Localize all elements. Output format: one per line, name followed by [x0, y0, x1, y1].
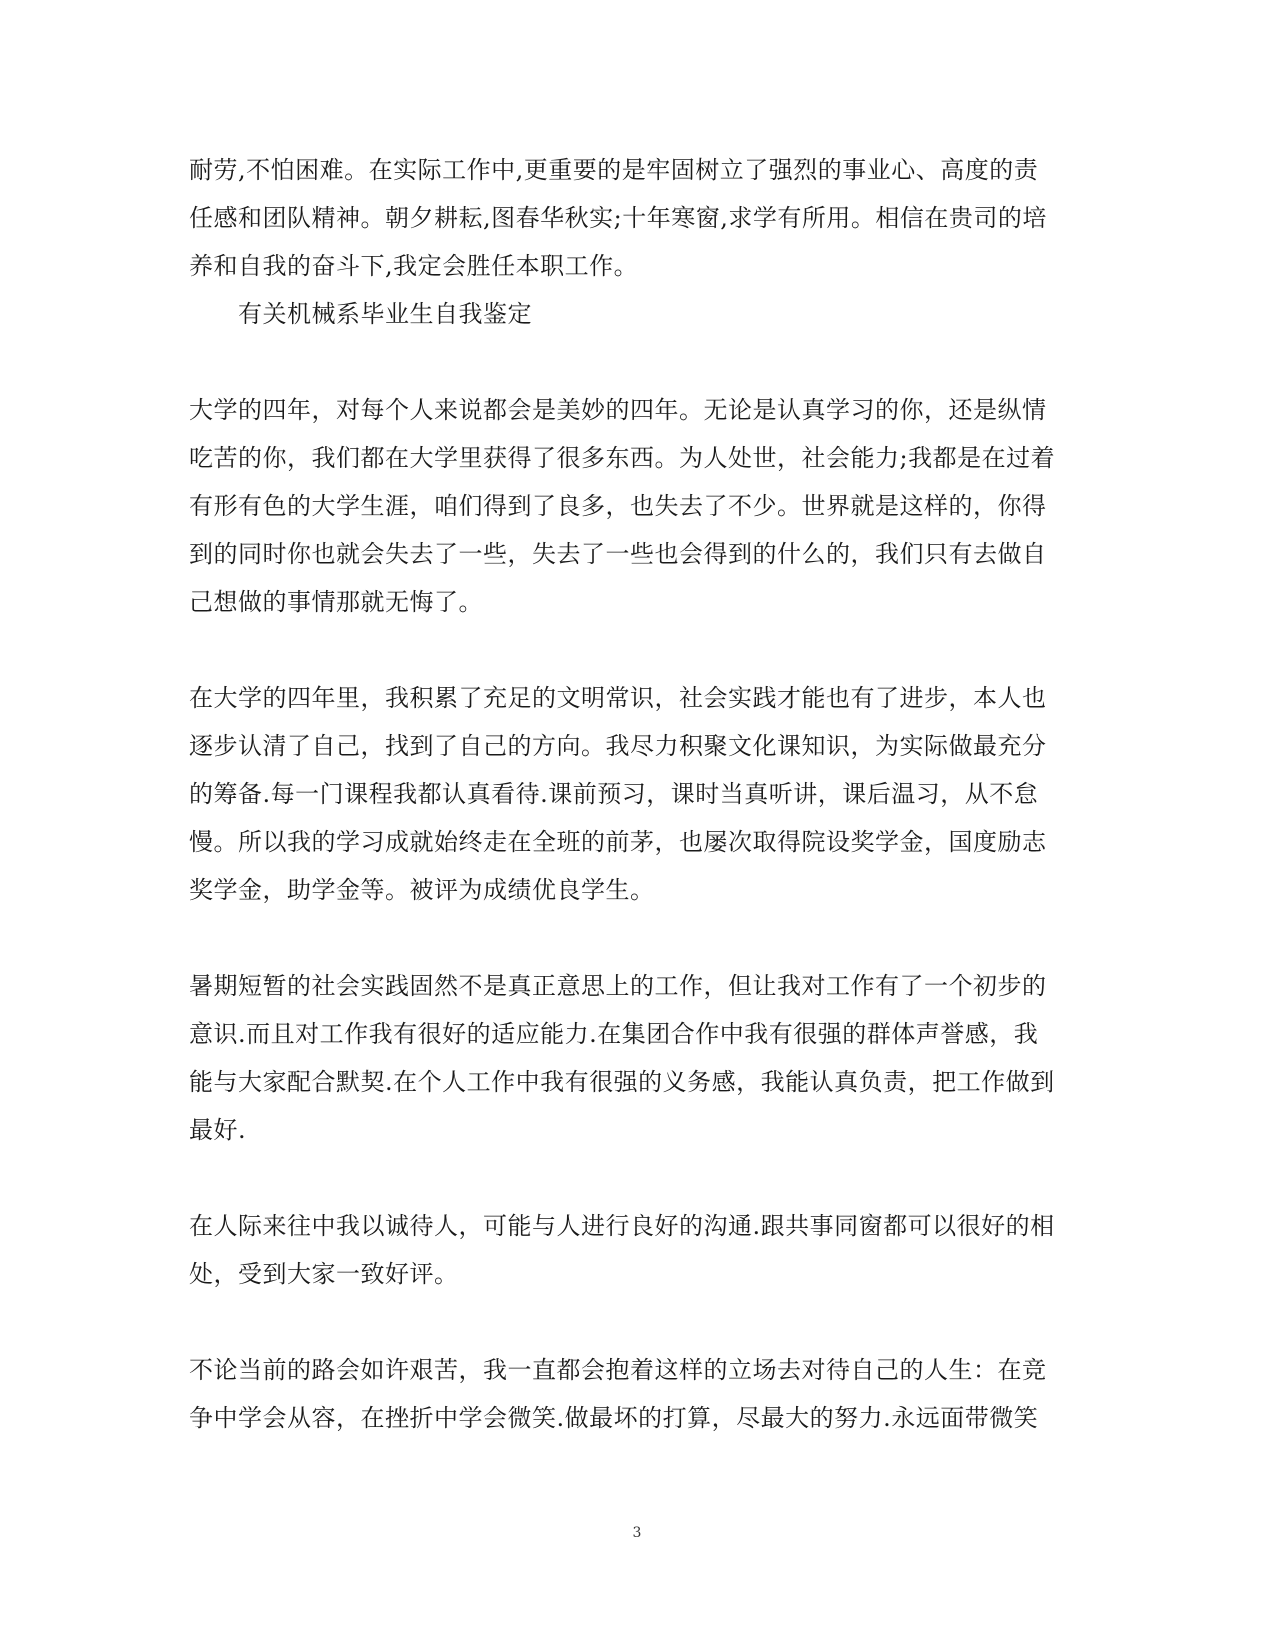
text-line: 耐劳,不怕困难。在实际工作中,更重要的是牢固树立了强烈的事业心、高度的责: [189, 156, 1039, 184]
text-line: 有形有色的大学生涯，咱们得到了良多，也失去了不少。世界就是这样的，你得: [189, 492, 1047, 520]
page-number: 3: [632, 1525, 642, 1541]
text-line: 的筹备.每一门课程我都认真看待.课前预习，课时当真听讲，课后温习，从不怠: [189, 780, 1039, 808]
text-line: 最好.: [189, 1116, 247, 1144]
text-line: 争中学会从容，在挫折中学会微笑.做最坏的打算，尽最大的努力.永远面带微笑: [189, 1404, 1039, 1432]
text-line: 能与大家配合默契.在个人工作中我有很强的义务感，我能认真负责，把工作做到: [189, 1068, 1055, 1096]
section-title: 有关机械系毕业生自我鉴定: [238, 300, 532, 328]
text-line: 任感和团队精神。朝夕耕耘,图春华秋实;十年寒窗,求学有所用。相信在贵司的培: [189, 204, 1047, 232]
text-line: 在大学的四年里，我积累了充足的文明常识，社会实践才能也有了进步，本人也: [189, 684, 1047, 712]
text-line: 慢。所以我的学习成就始终走在全班的前茅，也屡次取得院设奖学金，国度励志: [189, 828, 1047, 856]
text-line: 暑期短暂的社会实践固然不是真正意思上的工作，但让我对工作有了一个初步的: [189, 972, 1047, 1000]
text-line: 意识.而且对工作我有很好的适应能力.在集团合作中我有很强的群体声誉感，我: [189, 1020, 1039, 1048]
text-line: 不论当前的路会如许艰苦，我一直都会抱着这样的立场去对待自己的人生：在竞: [189, 1356, 1047, 1384]
text-line: 处，受到大家一致好评。: [189, 1260, 459, 1288]
text-line: 在人际来往中我以诚待人，可能与人进行良好的沟通.跟共事同窗都可以很好的相: [189, 1212, 1055, 1240]
text-line: 奖学金，助学金等。被评为成绩优良学生。: [189, 876, 655, 904]
text-line: 大学的四年，对每个人来说都会是美妙的四年。无论是认真学习的你，还是纵情: [189, 396, 1047, 424]
text-line: 到的同时你也就会失去了一些，失去了一些也会得到的什么的，我们只有去做自: [189, 540, 1047, 568]
text-line: 吃苦的你，我们都在大学里获得了很多东西。为人处世，社会能力;我都是在过着: [189, 444, 1056, 472]
text-line: 己想做的事情那就无悔了。: [189, 588, 483, 616]
text-line: 逐步认清了自己，找到了自己的方向。我尽力积聚文化课知识，为实际做最充分: [189, 732, 1047, 760]
text-line: 养和自我的奋斗下,我定会胜任本职工作。: [189, 252, 639, 280]
